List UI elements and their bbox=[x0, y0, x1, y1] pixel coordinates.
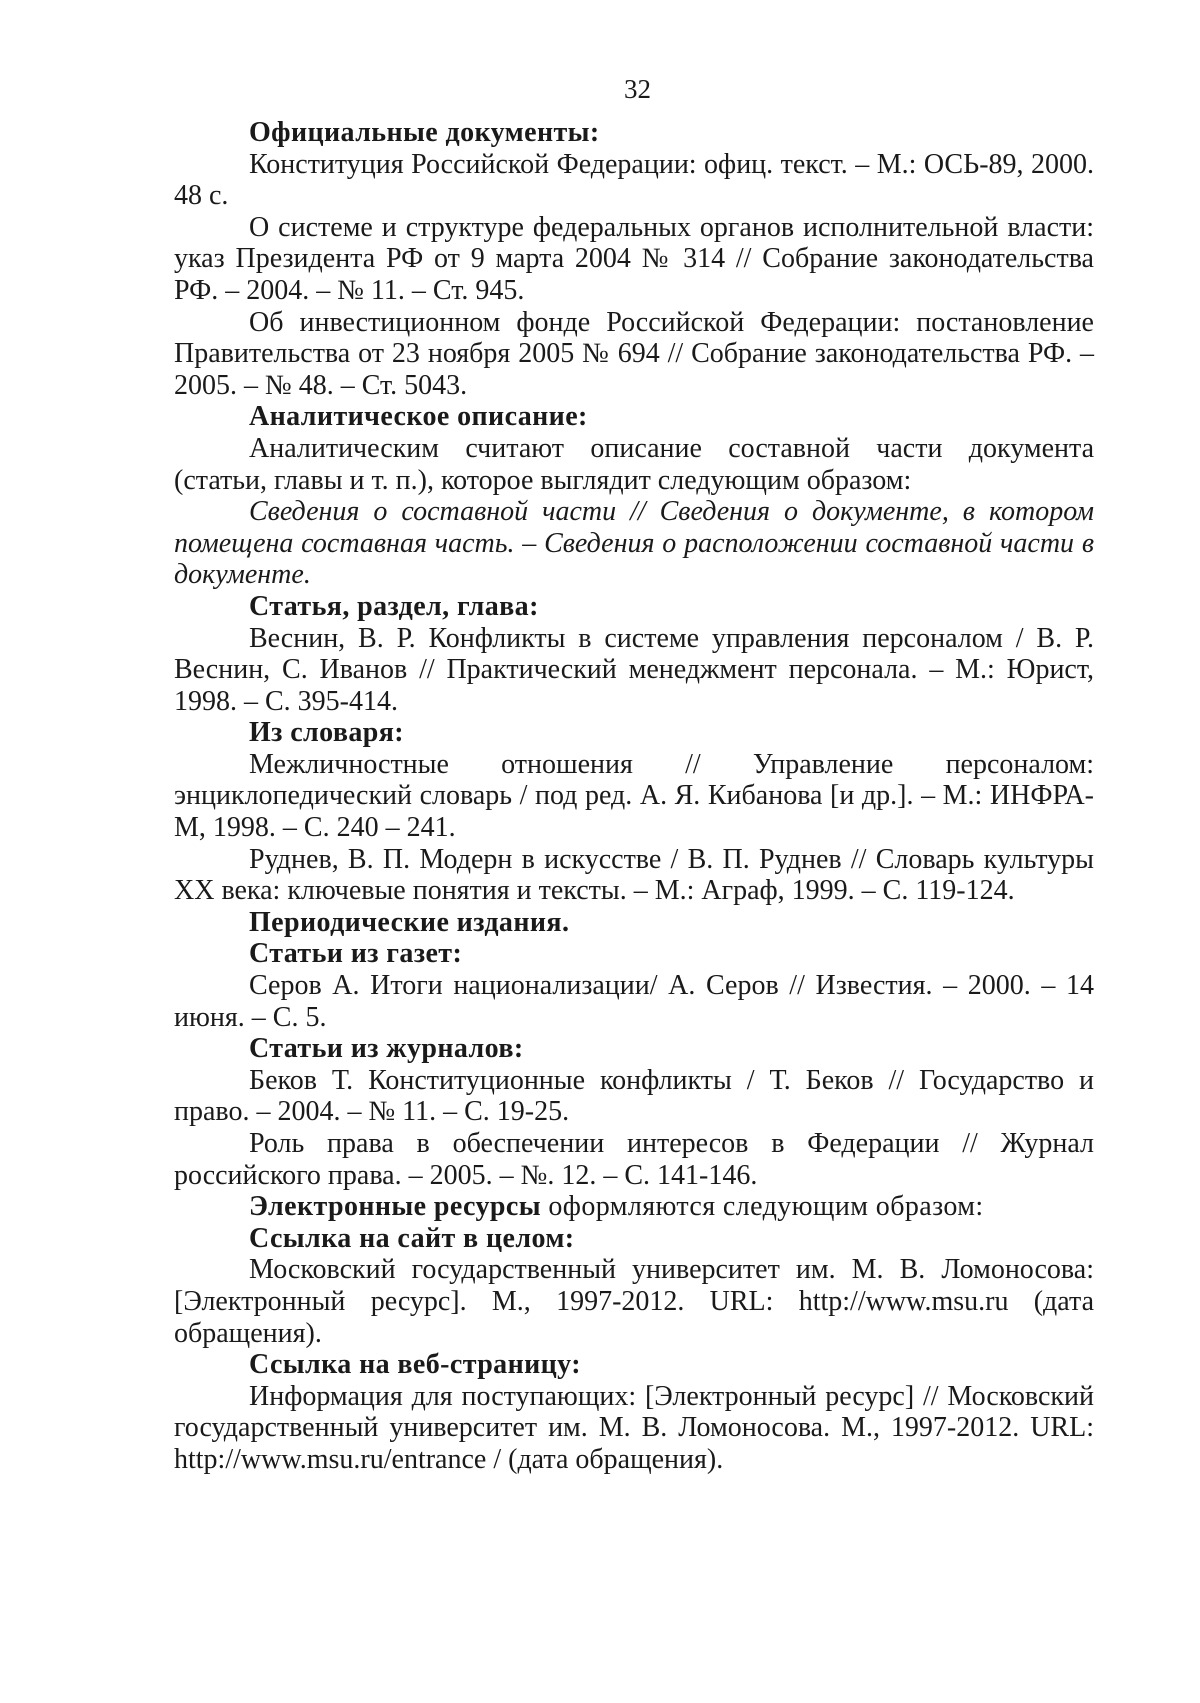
reference-constitution: Конституция Российской Федерации: офиц. текст. – М.: ОСЬ-89, 2000. 48 с. bbox=[174, 148, 1094, 212]
reference-presidential-decree: О системе и структуре федеральных органов исполнительной власти: указ Президента РФ от 9 марта 2004 № 314 // Собрание законодательства РФ. – 2004. – № 11. – Ст. 945. bbox=[174, 211, 1094, 306]
section-heading-article-chapter: Статья, раздел, глава: bbox=[249, 590, 539, 622]
page-number: 32 bbox=[624, 74, 651, 104]
section-heading-electronic-resources bbox=[174, 1191, 1094, 1223]
reference-dictionary-rudnev: Руднев, В. П. Модерн в искусстве / В. П. Руднев // Словарь культуры XX века: ключевые понятия и тексты. – М.: Аграф, 1999. – С. 119-124. bbox=[174, 843, 1094, 907]
reference-site-msu: Московский государственный университет им. М. В. Ломоносова: [Электронный ресурс]. М., 1997-2012. URL: http://www.msu.ru (дата обращения). bbox=[174, 1254, 1094, 1349]
section-heading-from-dictionary: Из словаря: bbox=[249, 717, 405, 749]
analytic-description-text: Аналитическим считают описание составной части документа (статьи, главы и т. п.), которое выглядит следующим образом: bbox=[174, 432, 1094, 496]
reference-newspaper-serov: Серов А. Итоги национализации/ А. Серов // Известия. – 2000. – 14 июня. – С. 5. bbox=[174, 970, 1094, 1033]
analytic-description-pattern: Сведения о составной части // Сведения о документе, в котором помещена составная часть. – Сведения о расположении составной части в документе. bbox=[174, 496, 1094, 591]
electronic-resources-rest: оформляются следующим образом: bbox=[540, 1191, 984, 1223]
reference-dictionary-interpersonal: Межличностные отношения // Управление персоналом: энциклопедический словарь / под ред. А. Я. Кибанова [и др.]. – М.: ИНФРА-М, 1998. – С. 240 – 241. bbox=[174, 748, 1094, 844]
section-heading-periodicals: Периодические издания. bbox=[249, 906, 570, 938]
reference-journal-role-of-law: Роль права в обеспечении интересов в Федерации // Журнал российского права. – 2005. – №. 12. – С. 141-146. bbox=[174, 1128, 1094, 1191]
reference-webpage-msu-entrance: Информация для поступающих: [Электронный ресурс] // Московский государственный университет им. М. В. Ломоносова. М., 1997-2012. URL: http://www.msu.ru/entrance / (дата обращения). bbox=[174, 1380, 1094, 1475]
section-heading-site-link: Ссылка на сайт в целом: bbox=[249, 1222, 575, 1254]
section-heading-newspaper-articles: Статьи из газет: bbox=[249, 938, 463, 970]
section-heading-webpage-link: Ссылка на веб-страницу: bbox=[249, 1349, 581, 1381]
section-heading-official-documents: Официальные документы: bbox=[249, 117, 600, 148]
reference-article-vesnin: Веснин, В. Р. Конфликты в системе управления персоналом / В. Р. Веснин, С. Иванов // Практический менеджмент персонала. – М.: Юрист, 1998. – С. 395-414. bbox=[174, 622, 1094, 717]
section-heading-journal-articles: Статьи из журналов: bbox=[249, 1033, 524, 1065]
section-heading-analytic-description: Аналитическое описание: bbox=[249, 401, 588, 433]
electronic-resources-bold: Электронные ресурсы bbox=[249, 1191, 541, 1223]
reference-government-resolution: Об инвестиционном фонде Российской Федерации: постановление Правительства от 23 ноября 2005 № 694 // Собрание законодательства РФ. – 2005. – № 48. – Ст. 5043. bbox=[174, 306, 1094, 401]
page-content bbox=[174, 117, 1094, 1476]
reference-journal-bekov: Беков Т. Конституционные конфликты / Т. Беков // Государство и право. – 2004. – № 11. – С. 19-25. bbox=[174, 1064, 1094, 1128]
